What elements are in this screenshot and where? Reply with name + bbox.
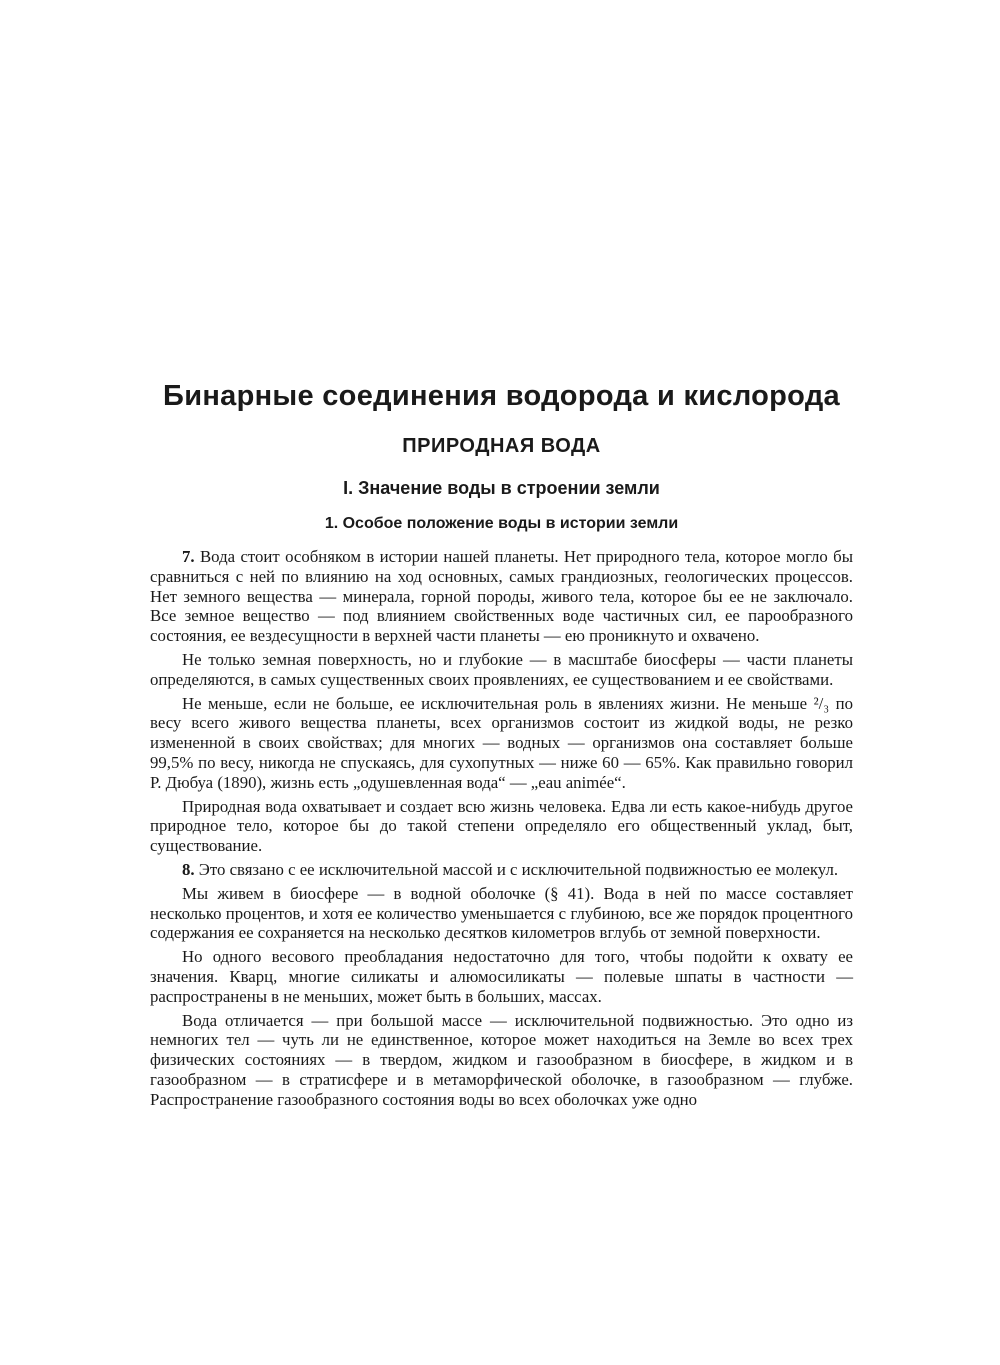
- paragraph: [150, 547, 853, 646]
- paragraph: [150, 947, 853, 1006]
- paragraph: [150, 884, 853, 943]
- paragraph-text: Не меньше, если не больше, ее исключительная роль в явлениях жизни. Не меньше ²/₃ по весу всего живого вещества планеты, всех организмов состоит из жидкой воды, не резко измененной в своих свойствах; для многих — водных — организмов она составляет больше 99,5% по весу, никогда не спускаясь, для сухопутных — ниже 60 — 65%. Как правильно говорил Р. Дюбуа (1890), жизнь есть „одушевленная вода“ — „eau animée“.: [150, 693, 853, 792]
- document-page: [150, 380, 853, 1114]
- chapter-subtitle: ПРИРОДНАЯ ВОДА: [402, 435, 601, 457]
- paragraph-text: Вода отличается — при большой массе — исключительной подвижностью. Это одно из немногих тел — чуть ли не единственное, которое может находиться на Земле во всех трех физических состояниях — в твердом, жидком и газообразном в биосфере, в жидком и в газообразном — в стратисфере и в метаморфической оболочке, в газообразном — глубже. Распространение газообразного состояния воды во всех оболочках уже одно: [150, 1010, 853, 1109]
- paragraph-number: 8.: [182, 859, 195, 879]
- paragraph-text: Но одного весового преобладания недостаточно для того, чтобы подойти к охвату ее значения. Кварц, многие силикаты и алюмосиликаты — полевые шпаты в частности — распространены в не меньших, может быть в больших, массах.: [150, 947, 853, 1006]
- chapter-title: Бинарные соединения водорода и кислорода: [163, 380, 840, 412]
- paragraph-number: 7.: [182, 547, 195, 566]
- paragraph: [150, 860, 853, 880]
- paragraph-text: Не только земная поверхность, но и глубокие — в масштабе биосферы — части планеты определяются, в самых существенных своих проявлениях, ее существованием и ее свойствами.: [150, 649, 853, 689]
- paragraph-text: Это связано с ее исключительной массой и с исключительной подвижностью ее молекул.: [194, 859, 839, 879]
- paragraph: [150, 797, 853, 856]
- paragraph: [150, 650, 853, 690]
- paragraph-text: Природная вода охватывает и создает всю жизнь человека. Едва ли есть какое-нибудь другое природное тело, которое бы до такой степени определяло его общественный уклад, быт, существование.: [150, 796, 853, 856]
- section-heading: I. Значение воды в строении земли: [343, 478, 660, 498]
- paragraph: [150, 1011, 853, 1110]
- paragraph-text: Мы живем в биосфере — в водной оболочке (§ 41). Вода в ней по массе составляет несколько процентов, и хотя ее количество уменьшается с глубиною, все же порядок процентного содержания ее сохраняется на несколько десятков километров вглубь от земной поверхности.: [150, 883, 853, 943]
- subsection-heading: 1. Особое положение воды в истории земли: [324, 515, 679, 532]
- paragraph: [150, 694, 853, 793]
- paragraph-text: Вода стоит особняком в истории нашей планеты. Нет природного тела, которое могло бы сравниться с ней по влиянию на ход основных, самых грандиозных, геологических процессов. Нет земного вещества — минерала, горной породы, живого тела, которое бы ее не заключало. Все земное вещество — под влиянием свойственных воде частичных сил, ее парообразного состояния, ее вездесущности в верхней части планеты — ею проникнуто и охвачено.: [150, 547, 853, 646]
